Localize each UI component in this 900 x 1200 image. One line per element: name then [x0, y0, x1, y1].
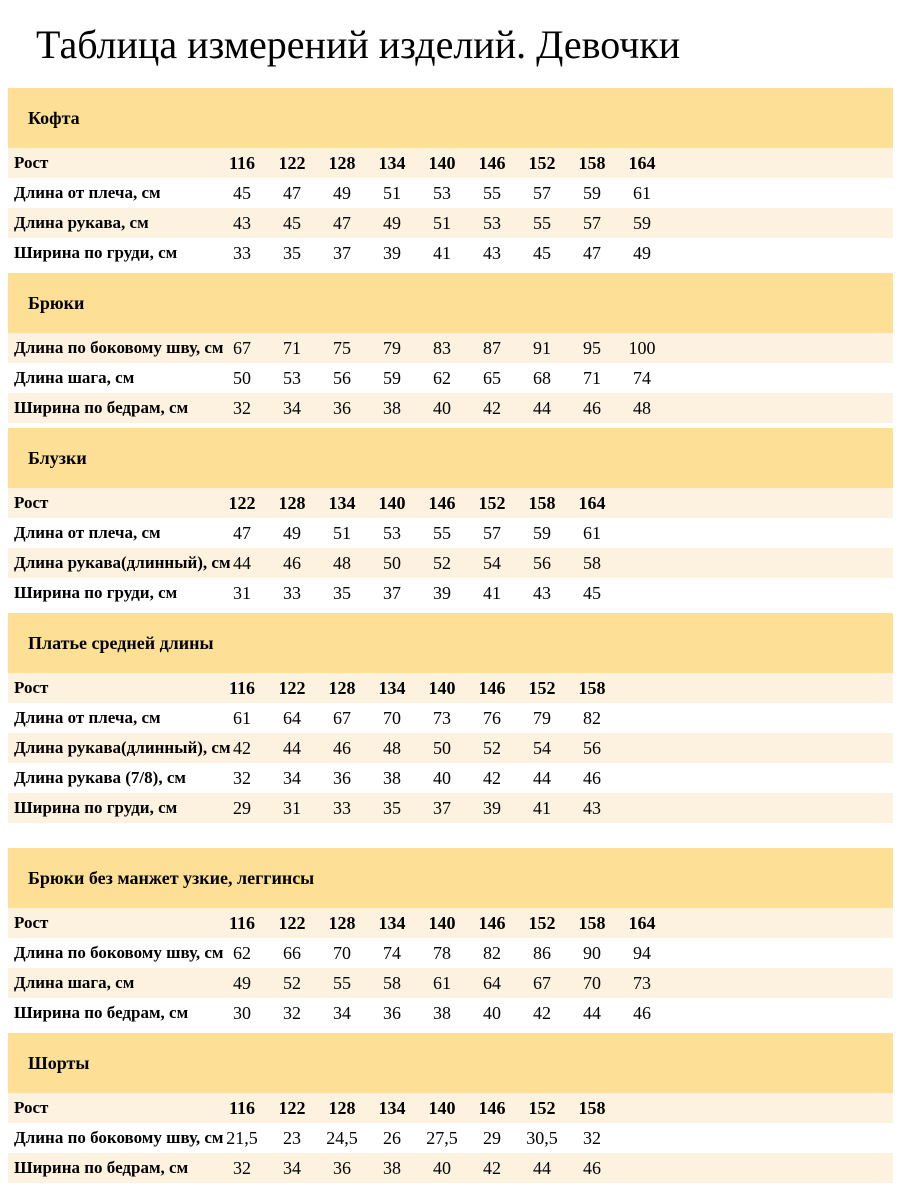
size-value-cell: 71	[583, 367, 601, 388]
page-title: Таблица измерений изделий. Девочки	[36, 22, 681, 67]
size-value-cell: 54	[483, 552, 501, 573]
size-value-cell: 40	[433, 1157, 451, 1178]
size-value-cell: 90	[583, 942, 601, 963]
size-value-cell: 73	[633, 972, 651, 993]
size-tables-container	[0, 88, 900, 1183]
size-value-cell: 37	[383, 582, 401, 603]
size-value-cell: 43	[483, 242, 501, 263]
size-value-cell: 43	[233, 212, 251, 233]
size-value-cell: 56	[333, 367, 351, 388]
height-value-cell: 146	[478, 677, 506, 698]
size-value-cell: 68	[533, 367, 551, 388]
height-header-row	[8, 908, 893, 938]
size-value-cell: 30,5	[526, 1127, 558, 1148]
size-value-cell: 45	[233, 182, 251, 203]
size-value-cell: 23	[283, 1127, 301, 1148]
table-row	[8, 548, 893, 578]
size-value-cell: 86	[533, 942, 551, 963]
height-value-cell: 140	[428, 912, 456, 933]
size-value-cell: 42	[483, 1157, 501, 1178]
section-rows	[8, 908, 893, 1028]
height-value-cell: 134	[378, 677, 406, 698]
section-title: Шорты	[28, 1052, 90, 1073]
row-label: Длина от плеча, см	[14, 523, 161, 542]
size-value-cell: 48	[333, 552, 351, 573]
size-value-cell: 31	[233, 582, 251, 603]
size-value-cell: 42	[533, 1002, 551, 1023]
size-value-cell: 32	[583, 1127, 601, 1148]
size-value-cell: 33	[283, 582, 301, 603]
size-value-cell: 62	[433, 367, 451, 388]
size-value-cell: 44	[533, 1157, 551, 1178]
size-value-cell: 45	[583, 582, 601, 603]
height-value-cell: 140	[428, 677, 456, 698]
size-value-cell: 47	[333, 212, 351, 233]
size-value-cell: 33	[233, 242, 251, 263]
table-row	[8, 363, 893, 393]
height-value-cell: 128	[278, 492, 306, 513]
size-value-cell: 32	[283, 1002, 301, 1023]
size-value-cell: 42	[233, 737, 251, 758]
size-value-cell: 35	[283, 242, 301, 263]
size-value-cell: 82	[583, 707, 601, 728]
size-value-cell: 36	[333, 767, 351, 788]
size-value-cell: 46	[333, 737, 351, 758]
size-value-cell: 51	[383, 182, 401, 203]
height-value-cell: 128	[328, 152, 356, 173]
section-rows	[8, 333, 893, 423]
size-value-cell: 75	[333, 337, 351, 358]
size-value-cell: 26	[383, 1127, 401, 1148]
section-title: Брюки без манжет узкие, леггинсы	[28, 867, 315, 888]
row-label: Длина по боковому шву, см	[14, 338, 224, 357]
size-value-cell: 43	[533, 582, 551, 603]
height-value-cell: 134	[328, 492, 356, 513]
size-value-cell: 52	[433, 552, 451, 573]
table-row	[8, 1153, 893, 1183]
size-value-cell: 71	[283, 337, 301, 358]
size-value-cell: 27,5	[426, 1127, 458, 1148]
height-value-cell: 116	[228, 912, 255, 933]
size-value-cell: 91	[533, 337, 551, 358]
size-table-section	[8, 428, 893, 608]
row-label: Ширина по бедрам, см	[14, 1158, 189, 1177]
size-value-cell: 32	[233, 397, 251, 418]
size-value-cell: 67	[233, 337, 251, 358]
size-value-cell: 24,5	[326, 1127, 358, 1148]
size-value-cell: 41	[433, 242, 451, 263]
size-value-cell: 70	[383, 707, 401, 728]
height-value-cell: 152	[528, 677, 556, 698]
row-label: Ширина по груди, см	[14, 798, 178, 817]
size-value-cell: 31	[283, 797, 301, 818]
section-header-band	[8, 1033, 893, 1093]
size-value-cell: 46	[583, 767, 601, 788]
section-header-band	[8, 613, 893, 673]
size-value-cell: 38	[383, 397, 401, 418]
size-value-cell: 33	[333, 797, 351, 818]
height-value-cell: 122	[278, 152, 306, 173]
table-row	[8, 1123, 893, 1153]
row-label: Длина по боковому шву, см	[14, 1128, 224, 1147]
size-value-cell: 40	[483, 1002, 501, 1023]
height-value-cell: 152	[478, 492, 506, 513]
section-header-band	[8, 88, 893, 148]
size-value-cell: 55	[433, 522, 451, 543]
size-value-cell: 49	[233, 972, 251, 993]
size-value-cell: 46	[633, 1002, 651, 1023]
height-value-cell: 158	[578, 152, 606, 173]
size-value-cell: 83	[433, 337, 451, 358]
section-rows	[8, 673, 893, 823]
size-value-cell: 41	[533, 797, 551, 818]
size-value-cell: 59	[633, 212, 651, 233]
size-value-cell: 36	[333, 1157, 351, 1178]
size-value-cell: 55	[483, 182, 501, 203]
height-header-row	[8, 1093, 893, 1123]
size-value-cell: 49	[633, 242, 651, 263]
height-value-cell: 164	[628, 912, 656, 933]
size-value-cell: 45	[533, 242, 551, 263]
row-label: Ширина по бедрам, см	[14, 1003, 189, 1022]
height-value-cell: 140	[428, 1097, 456, 1118]
size-value-cell: 49	[383, 212, 401, 233]
height-value-cell: 152	[528, 1097, 556, 1118]
table-row	[8, 238, 893, 268]
size-value-cell: 34	[283, 1157, 301, 1178]
size-value-cell: 74	[633, 367, 651, 388]
size-value-cell: 38	[383, 767, 401, 788]
height-value-cell: 158	[578, 1097, 606, 1118]
row-label: Ширина по бедрам, см	[14, 398, 189, 417]
size-value-cell: 44	[533, 767, 551, 788]
size-value-cell: 29	[233, 797, 251, 818]
table-row	[8, 998, 893, 1028]
size-value-cell: 40	[433, 397, 451, 418]
table-row	[8, 393, 893, 423]
size-value-cell: 43	[583, 797, 601, 818]
row-label: Рост	[14, 493, 49, 512]
size-table-section	[8, 613, 893, 823]
height-value-cell: 122	[278, 1097, 306, 1118]
section-header-band	[8, 273, 893, 333]
height-value-cell: 146	[428, 492, 456, 513]
height-value-cell: 146	[478, 912, 506, 933]
height-value-cell: 146	[478, 152, 506, 173]
height-value-cell: 128	[328, 912, 356, 933]
height-value-cell: 146	[478, 1097, 506, 1118]
table-row	[8, 703, 893, 733]
section-header-band	[8, 848, 893, 908]
size-value-cell: 62	[233, 942, 251, 963]
size-value-cell: 55	[333, 972, 351, 993]
height-value-cell: 122	[278, 912, 306, 933]
size-value-cell: 48	[383, 737, 401, 758]
size-value-cell: 64	[483, 972, 501, 993]
size-value-cell: 38	[383, 1157, 401, 1178]
size-value-cell: 64	[283, 707, 301, 728]
size-value-cell: 46	[283, 552, 301, 573]
size-value-cell: 50	[433, 737, 451, 758]
size-value-cell: 82	[483, 942, 501, 963]
section-title: Кофта	[28, 107, 80, 128]
table-row	[8, 763, 893, 793]
size-value-cell: 39	[483, 797, 501, 818]
size-value-cell: 56	[533, 552, 551, 573]
size-table-section	[8, 848, 893, 1028]
size-value-cell: 61	[433, 972, 451, 993]
size-value-cell: 36	[333, 397, 351, 418]
section-title: Брюки	[28, 292, 85, 313]
height-value-cell: 152	[528, 912, 556, 933]
size-value-cell: 50	[233, 367, 251, 388]
height-value-cell: 164	[578, 492, 606, 513]
row-label: Длина шага, см	[14, 973, 135, 992]
row-label: Ширина по груди, см	[14, 243, 178, 262]
size-value-cell: 74	[383, 942, 401, 963]
size-value-cell: 57	[583, 212, 601, 233]
size-value-cell: 70	[583, 972, 601, 993]
size-value-cell: 95	[583, 337, 601, 358]
size-value-cell: 78	[433, 942, 451, 963]
size-value-cell: 46	[583, 1157, 601, 1178]
size-value-cell: 67	[333, 707, 351, 728]
size-value-cell: 48	[633, 397, 651, 418]
size-value-cell: 50	[383, 552, 401, 573]
row-label: Рост	[14, 678, 49, 697]
size-table-section	[8, 273, 893, 423]
size-value-cell: 34	[333, 1002, 351, 1023]
height-value-cell: 158	[578, 677, 606, 698]
size-value-cell: 42	[483, 767, 501, 788]
size-value-cell: 34	[283, 767, 301, 788]
size-value-cell: 59	[383, 367, 401, 388]
section-rows	[8, 488, 893, 608]
size-value-cell: 44	[283, 737, 301, 758]
size-value-cell: 61	[583, 522, 601, 543]
size-value-cell: 47	[233, 522, 251, 543]
size-value-cell: 61	[633, 182, 651, 203]
size-value-cell: 30	[233, 1002, 251, 1023]
size-value-cell: 49	[333, 182, 351, 203]
size-value-cell: 79	[383, 337, 401, 358]
height-header-row	[8, 488, 893, 518]
size-value-cell: 87	[483, 337, 501, 358]
row-label: Рост	[14, 1098, 49, 1117]
size-value-cell: 53	[283, 367, 301, 388]
size-value-cell: 37	[333, 242, 351, 263]
size-value-cell: 44	[533, 397, 551, 418]
size-value-cell: 73	[433, 707, 451, 728]
size-value-cell: 49	[283, 522, 301, 543]
size-value-cell: 44	[583, 1002, 601, 1023]
size-value-cell: 100	[628, 337, 656, 358]
row-label: Длина рукава (7/8), см	[14, 768, 186, 787]
size-value-cell: 70	[333, 942, 351, 963]
row-label: Длина рукава(длинный), см	[14, 553, 231, 572]
size-value-cell: 59	[533, 522, 551, 543]
height-value-cell: 140	[378, 492, 406, 513]
section-rows	[8, 1093, 893, 1183]
size-value-cell: 32	[233, 1157, 251, 1178]
size-value-cell: 58	[583, 552, 601, 573]
height-value-cell: 134	[378, 912, 406, 933]
size-value-cell: 38	[433, 1002, 451, 1023]
size-value-cell: 44	[233, 552, 251, 573]
size-value-cell: 53	[433, 182, 451, 203]
section-title: Платье средней длины	[28, 632, 214, 653]
height-header-row	[8, 148, 893, 178]
size-value-cell: 54	[533, 737, 551, 758]
size-value-cell: 37	[433, 797, 451, 818]
size-value-cell: 39	[433, 582, 451, 603]
row-label: Длина от плеча, см	[14, 183, 161, 202]
size-value-cell: 61	[233, 707, 251, 728]
size-value-cell: 47	[283, 182, 301, 203]
height-value-cell: 122	[278, 677, 306, 698]
size-value-cell: 34	[283, 397, 301, 418]
size-value-cell: 52	[483, 737, 501, 758]
height-value-cell: 164	[628, 152, 656, 173]
size-value-cell: 66	[283, 942, 301, 963]
size-value-cell: 52	[283, 972, 301, 993]
row-label: Рост	[14, 913, 49, 932]
row-label: Длина рукава, см	[14, 213, 149, 232]
section-title: Блузки	[28, 447, 87, 468]
size-value-cell: 35	[383, 797, 401, 818]
row-label: Длина по боковому шву, см	[14, 943, 224, 962]
size-value-cell: 58	[383, 972, 401, 993]
size-value-cell: 76	[483, 707, 501, 728]
height-value-cell: 158	[578, 912, 606, 933]
size-value-cell: 40	[433, 767, 451, 788]
height-value-cell: 140	[428, 152, 456, 173]
height-value-cell: 116	[228, 152, 255, 173]
size-value-cell: 42	[483, 397, 501, 418]
size-value-cell: 53	[383, 522, 401, 543]
size-value-cell: 47	[583, 242, 601, 263]
size-value-cell: 57	[483, 522, 501, 543]
table-row	[8, 178, 893, 208]
size-value-cell: 65	[483, 367, 501, 388]
size-value-cell: 56	[583, 737, 601, 758]
size-value-cell: 39	[383, 242, 401, 263]
table-row	[8, 208, 893, 238]
table-row	[8, 733, 893, 763]
height-value-cell: 134	[378, 152, 406, 173]
row-label: Рост	[14, 153, 49, 172]
size-value-cell: 45	[283, 212, 301, 233]
size-value-cell: 67	[533, 972, 551, 993]
section-header-band	[8, 428, 893, 488]
row-label: Длина рукава(длинный), см	[14, 738, 231, 757]
table-row	[8, 578, 893, 608]
height-value-cell: 128	[328, 1097, 356, 1118]
size-value-cell: 79	[533, 707, 551, 728]
height-value-cell: 152	[528, 152, 556, 173]
row-label: Ширина по груди, см	[14, 583, 178, 602]
table-row	[8, 333, 893, 363]
size-value-cell: 59	[583, 182, 601, 203]
section-rows	[8, 148, 893, 268]
size-value-cell: 46	[583, 397, 601, 418]
height-value-cell: 158	[528, 492, 556, 513]
table-row	[8, 793, 893, 823]
row-label: Длина шага, см	[14, 368, 135, 387]
height-value-cell: 116	[228, 1097, 255, 1118]
size-value-cell: 29	[483, 1127, 501, 1148]
height-value-cell: 134	[378, 1097, 406, 1118]
size-value-cell: 57	[533, 182, 551, 203]
table-row	[8, 938, 893, 968]
size-value-cell: 55	[533, 212, 551, 233]
height-header-row	[8, 673, 893, 703]
size-value-cell: 51	[433, 212, 451, 233]
size-value-cell: 32	[233, 767, 251, 788]
size-value-cell: 41	[483, 582, 501, 603]
row-label: Длина от плеча, см	[14, 708, 161, 727]
size-table-section	[8, 1033, 893, 1183]
size-value-cell: 51	[333, 522, 351, 543]
table-row	[8, 968, 893, 998]
size-table-section	[8, 88, 893, 268]
size-value-cell: 21,5	[226, 1127, 258, 1148]
size-value-cell: 94	[633, 942, 651, 963]
height-value-cell: 116	[228, 677, 255, 698]
size-value-cell: 53	[483, 212, 501, 233]
size-value-cell: 35	[333, 582, 351, 603]
height-value-cell: 128	[328, 677, 356, 698]
size-value-cell: 36	[383, 1002, 401, 1023]
height-value-cell: 122	[228, 492, 256, 513]
table-row	[8, 518, 893, 548]
